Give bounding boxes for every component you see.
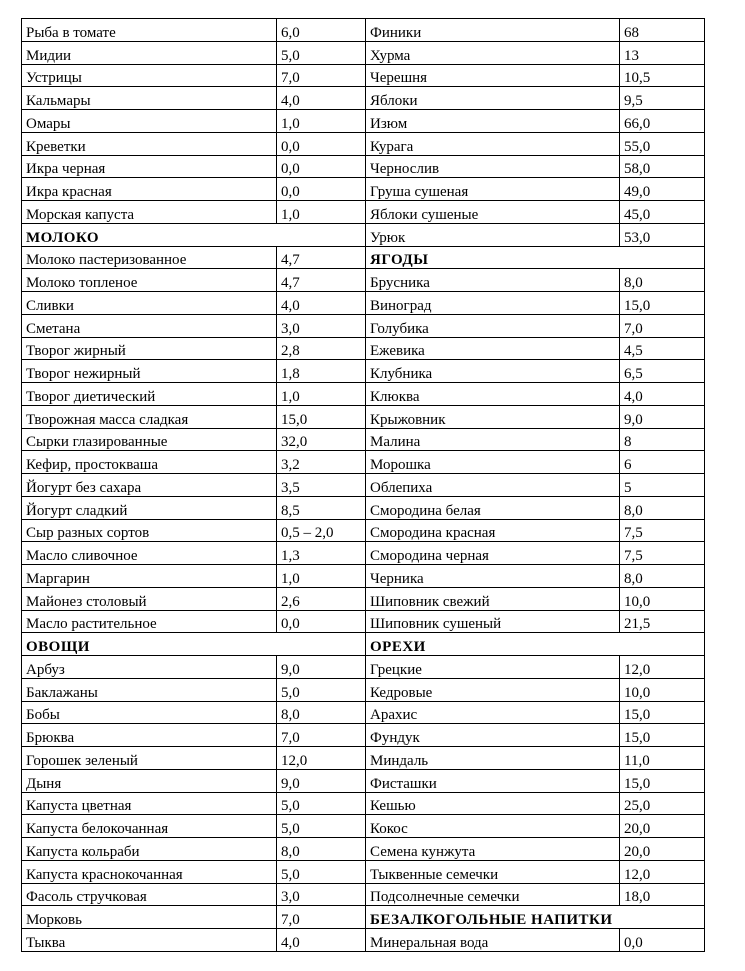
left-product-value: 4,0 bbox=[277, 87, 366, 110]
left-product-value: 5,0 bbox=[277, 678, 366, 701]
left-product-name: Масло растительное bbox=[22, 610, 277, 633]
right-product-name: Голубика bbox=[366, 314, 620, 337]
right-product-value: 10,5 bbox=[620, 64, 705, 87]
right-product-name: Клубника bbox=[366, 360, 620, 383]
table-row bbox=[22, 405, 705, 428]
left-product-value: 5,0 bbox=[277, 860, 366, 883]
right-product-name: Морошка bbox=[366, 451, 620, 474]
right-section-heading: БЕЗАЛКОГОЛЬНЫЕ НАПИТКИ bbox=[366, 906, 705, 929]
left-product-name: Креветки bbox=[22, 132, 277, 155]
left-product-value: 3,0 bbox=[277, 883, 366, 906]
left-product-value: 9,0 bbox=[277, 769, 366, 792]
left-product-value: 1,0 bbox=[277, 110, 366, 133]
left-product-name: Сливки bbox=[22, 292, 277, 315]
right-product-name: Смородина красная bbox=[366, 519, 620, 542]
right-product-value: 20,0 bbox=[620, 838, 705, 861]
left-product-value: 8,5 bbox=[277, 496, 366, 519]
left-product-name: Майонез столовый bbox=[22, 587, 277, 610]
right-product-value: 8,0 bbox=[620, 496, 705, 519]
right-product-name: Шиповник свежий bbox=[366, 587, 620, 610]
right-product-name: Финики bbox=[366, 19, 620, 42]
right-product-value: 11,0 bbox=[620, 747, 705, 770]
right-product-value: 4,0 bbox=[620, 383, 705, 406]
table-row bbox=[22, 474, 705, 497]
table-row bbox=[22, 292, 705, 315]
right-product-value: 13 bbox=[620, 41, 705, 64]
left-product-name: Молоко топленое bbox=[22, 269, 277, 292]
table-row bbox=[22, 155, 705, 178]
table-row bbox=[22, 678, 705, 701]
right-product-value: 20,0 bbox=[620, 815, 705, 838]
left-product-value: 1,0 bbox=[277, 565, 366, 588]
right-product-value: 8,0 bbox=[620, 565, 705, 588]
right-product-name: Чернослив bbox=[366, 155, 620, 178]
right-product-value: 4,5 bbox=[620, 337, 705, 360]
right-product-name: Смородина черная bbox=[366, 542, 620, 565]
table-row bbox=[22, 815, 705, 838]
right-product-value: 7,5 bbox=[620, 542, 705, 565]
left-product-value: 5,0 bbox=[277, 792, 366, 815]
right-product-value: 58,0 bbox=[620, 155, 705, 178]
table-row bbox=[22, 41, 705, 64]
right-product-name: Яблоки bbox=[366, 87, 620, 110]
left-product-value: 4,0 bbox=[277, 292, 366, 315]
table-row bbox=[22, 223, 705, 246]
left-product-name: Кальмары bbox=[22, 87, 277, 110]
right-product-value: 9,5 bbox=[620, 87, 705, 110]
left-product-name: Капуста цветная bbox=[22, 792, 277, 815]
right-product-name: Крыжовник bbox=[366, 405, 620, 428]
left-product-name: Арбуз bbox=[22, 656, 277, 679]
left-product-name: Тыква bbox=[22, 929, 277, 952]
table-row bbox=[22, 178, 705, 201]
table-row bbox=[22, 201, 705, 224]
left-product-value: 4,7 bbox=[277, 246, 366, 269]
right-product-value: 25,0 bbox=[620, 792, 705, 815]
left-product-value: 9,0 bbox=[277, 656, 366, 679]
right-product-value: 53,0 bbox=[620, 223, 705, 246]
left-product-name: Брюква bbox=[22, 724, 277, 747]
left-product-value: 1,0 bbox=[277, 201, 366, 224]
right-product-value: 55,0 bbox=[620, 132, 705, 155]
left-product-value: 1,0 bbox=[277, 383, 366, 406]
right-product-value: 45,0 bbox=[620, 201, 705, 224]
left-product-value: 3,2 bbox=[277, 451, 366, 474]
left-product-name: Творог диетический bbox=[22, 383, 277, 406]
table-row bbox=[22, 792, 705, 815]
table-row bbox=[22, 451, 705, 474]
left-product-name: Омары bbox=[22, 110, 277, 133]
left-product-value: 3,5 bbox=[277, 474, 366, 497]
left-product-name: Творог жирный bbox=[22, 337, 277, 360]
table-row bbox=[22, 769, 705, 792]
right-product-value: 12,0 bbox=[620, 860, 705, 883]
table-row bbox=[22, 701, 705, 724]
food-values-table bbox=[21, 18, 705, 952]
left-product-name: Икра черная bbox=[22, 155, 277, 178]
right-product-name: Смородина белая bbox=[366, 496, 620, 519]
left-section-heading: МОЛОКО bbox=[22, 223, 366, 246]
left-product-name: Икра красная bbox=[22, 178, 277, 201]
right-product-value: 7,0 bbox=[620, 314, 705, 337]
left-product-name: Фасоль стручковая bbox=[22, 883, 277, 906]
left-product-name: Капуста белокочанная bbox=[22, 815, 277, 838]
table-row bbox=[22, 542, 705, 565]
table-row bbox=[22, 747, 705, 770]
table-row bbox=[22, 496, 705, 519]
left-product-value: 8,0 bbox=[277, 701, 366, 724]
left-product-value: 3,0 bbox=[277, 314, 366, 337]
right-product-value: 18,0 bbox=[620, 883, 705, 906]
right-product-name: Малина bbox=[366, 428, 620, 451]
table-row bbox=[22, 633, 705, 656]
right-product-name: Арахис bbox=[366, 701, 620, 724]
right-product-value: 15,0 bbox=[620, 292, 705, 315]
right-product-value: 6,5 bbox=[620, 360, 705, 383]
table-row bbox=[22, 428, 705, 451]
right-product-name: Подсолнечные семечки bbox=[366, 883, 620, 906]
table-row bbox=[22, 906, 705, 929]
right-product-value: 0,0 bbox=[620, 929, 705, 952]
left-product-value: 7,0 bbox=[277, 64, 366, 87]
left-product-value: 8,0 bbox=[277, 838, 366, 861]
right-product-name: Шиповник сушеный bbox=[366, 610, 620, 633]
table-row bbox=[22, 360, 705, 383]
left-product-name: Творог нежирный bbox=[22, 360, 277, 383]
right-product-value: 8 bbox=[620, 428, 705, 451]
right-product-name: Изюм bbox=[366, 110, 620, 133]
left-product-name: Устрицы bbox=[22, 64, 277, 87]
left-product-name: Дыня bbox=[22, 769, 277, 792]
right-section-heading: ЯГОДЫ bbox=[366, 246, 705, 269]
left-product-value: 4,7 bbox=[277, 269, 366, 292]
right-product-name: Семена кунжута bbox=[366, 838, 620, 861]
left-product-value: 5,0 bbox=[277, 41, 366, 64]
right-product-name: Фисташки bbox=[366, 769, 620, 792]
right-product-value: 15,0 bbox=[620, 769, 705, 792]
right-product-name: Яблоки сушеные bbox=[366, 201, 620, 224]
right-product-name: Облепиха bbox=[366, 474, 620, 497]
right-product-name: Виноград bbox=[366, 292, 620, 315]
table-row bbox=[22, 724, 705, 747]
right-product-value: 7,5 bbox=[620, 519, 705, 542]
right-product-name: Хурма bbox=[366, 41, 620, 64]
left-product-name: Бобы bbox=[22, 701, 277, 724]
right-product-value: 8,0 bbox=[620, 269, 705, 292]
right-product-value: 12,0 bbox=[620, 656, 705, 679]
right-product-name: Урюк bbox=[366, 223, 620, 246]
left-product-value: 7,0 bbox=[277, 724, 366, 747]
left-product-name: Капуста кольраби bbox=[22, 838, 277, 861]
left-product-value: 12,0 bbox=[277, 747, 366, 770]
right-product-name: Черешня bbox=[366, 64, 620, 87]
right-product-name: Грецкие bbox=[366, 656, 620, 679]
table-row bbox=[22, 610, 705, 633]
left-product-name: Морская капуста bbox=[22, 201, 277, 224]
left-product-name: Капуста краснокочанная bbox=[22, 860, 277, 883]
left-product-name: Горошек зеленый bbox=[22, 747, 277, 770]
right-product-value: 6 bbox=[620, 451, 705, 474]
right-product-name: Ежевика bbox=[366, 337, 620, 360]
left-product-name: Рыба в томате bbox=[22, 19, 277, 42]
left-product-value: 4,0 bbox=[277, 929, 366, 952]
left-product-name: Йогурт сладкий bbox=[22, 496, 277, 519]
right-product-name: Брусника bbox=[366, 269, 620, 292]
right-product-name: Курага bbox=[366, 132, 620, 155]
right-product-name: Миндаль bbox=[366, 747, 620, 770]
right-product-value: 9,0 bbox=[620, 405, 705, 428]
right-product-value: 21,5 bbox=[620, 610, 705, 633]
left-product-value: 1,3 bbox=[277, 542, 366, 565]
right-product-name: Черника bbox=[366, 565, 620, 588]
left-product-name: Морковь bbox=[22, 906, 277, 929]
table-row bbox=[22, 838, 705, 861]
table-row bbox=[22, 587, 705, 610]
right-product-name: Фундук bbox=[366, 724, 620, 747]
left-section-heading: ОВОЩИ bbox=[22, 633, 366, 656]
right-product-value: 10,0 bbox=[620, 678, 705, 701]
table-row bbox=[22, 87, 705, 110]
left-product-name: Мидии bbox=[22, 41, 277, 64]
right-product-name: Минеральная вода bbox=[366, 929, 620, 952]
left-product-value: 0,0 bbox=[277, 132, 366, 155]
left-product-value: 6,0 bbox=[277, 19, 366, 42]
left-product-name: Сметана bbox=[22, 314, 277, 337]
right-product-value: 5 bbox=[620, 474, 705, 497]
left-product-value: 32,0 bbox=[277, 428, 366, 451]
left-product-value: 2,8 bbox=[277, 337, 366, 360]
left-product-value: 0,0 bbox=[277, 610, 366, 633]
left-product-value: 7,0 bbox=[277, 906, 366, 929]
left-product-value: 15,0 bbox=[277, 405, 366, 428]
left-product-name: Маргарин bbox=[22, 565, 277, 588]
table-row bbox=[22, 337, 705, 360]
table-body bbox=[22, 19, 705, 952]
left-product-name: Сырки глазированные bbox=[22, 428, 277, 451]
left-product-name: Сыр разных сортов bbox=[22, 519, 277, 542]
right-product-value: 10,0 bbox=[620, 587, 705, 610]
right-product-name: Кедровые bbox=[366, 678, 620, 701]
right-product-name: Кешью bbox=[366, 792, 620, 815]
right-product-name: Тыквенные семечки bbox=[366, 860, 620, 883]
right-product-value: 68 bbox=[620, 19, 705, 42]
left-product-name: Молоко пастеризованное bbox=[22, 246, 277, 269]
left-product-value: 5,0 bbox=[277, 815, 366, 838]
right-section-heading: ОРЕХИ bbox=[366, 633, 705, 656]
document-page bbox=[21, 18, 705, 952]
table-row bbox=[22, 314, 705, 337]
left-product-name: Творожная масса сладкая bbox=[22, 405, 277, 428]
table-row bbox=[22, 132, 705, 155]
right-product-value: 15,0 bbox=[620, 724, 705, 747]
table-row bbox=[22, 929, 705, 952]
table-row bbox=[22, 860, 705, 883]
left-product-value: 0,0 bbox=[277, 155, 366, 178]
table-row bbox=[22, 656, 705, 679]
left-product-name: Баклажаны bbox=[22, 678, 277, 701]
table-row bbox=[22, 519, 705, 542]
table-row bbox=[22, 19, 705, 42]
left-product-name: Кефир, простокваша bbox=[22, 451, 277, 474]
table-row bbox=[22, 269, 705, 292]
right-product-name: Груша сушеная bbox=[366, 178, 620, 201]
left-product-name: Масло сливочное bbox=[22, 542, 277, 565]
right-product-name: Клюква bbox=[366, 383, 620, 406]
left-product-value: 0,5 – 2,0 bbox=[277, 519, 366, 542]
table-row bbox=[22, 883, 705, 906]
left-product-name: Йогурт без сахара bbox=[22, 474, 277, 497]
left-product-value: 0,0 bbox=[277, 178, 366, 201]
left-product-value: 1,8 bbox=[277, 360, 366, 383]
right-product-value: 15,0 bbox=[620, 701, 705, 724]
table-row bbox=[22, 383, 705, 406]
table-row bbox=[22, 246, 705, 269]
left-product-value: 2,6 bbox=[277, 587, 366, 610]
right-product-value: 49,0 bbox=[620, 178, 705, 201]
right-product-value: 66,0 bbox=[620, 110, 705, 133]
table-row bbox=[22, 110, 705, 133]
table-row bbox=[22, 64, 705, 87]
right-product-name: Кокос bbox=[366, 815, 620, 838]
table-row bbox=[22, 565, 705, 588]
